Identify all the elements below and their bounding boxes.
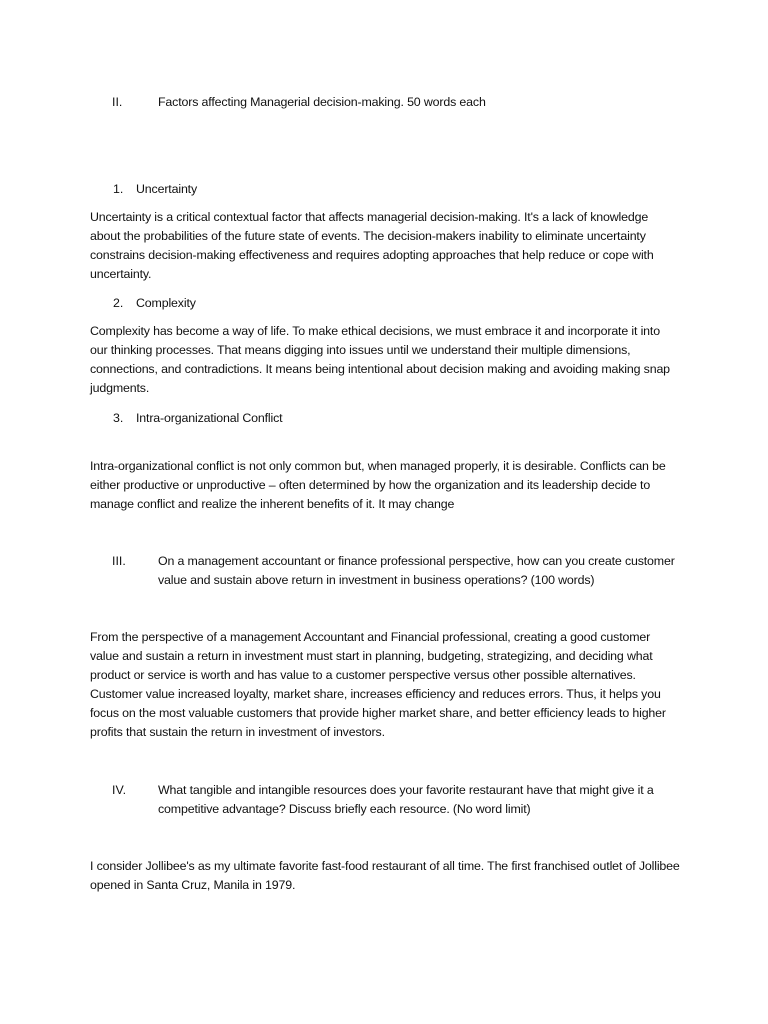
item-3-paragraph: Intra-organizational conflict is not only common but, when managed properly, it is desirable. Conflicts can be either productive or unproductive – often determined by how the organization and its leadership decide to manage conflict and realize the inherent benefits of it. It may change bbox=[90, 459, 666, 511]
section-3-numeral: III. bbox=[112, 554, 126, 568]
item-1-title: Uncertainty bbox=[136, 182, 198, 196]
item-2-number: 2. bbox=[113, 296, 124, 310]
section-4-title: What tangible and intangible resources does your favorite restaurant have that might give it a competitive advantage? Discuss briefly each resource. (No word limit) bbox=[158, 783, 654, 816]
item-1-paragraph: Uncertainty is a critical contextual factor that affects managerial decision-making. It's a lack of knowledge about the probabilities of the future state of events. The decision-makers inability to eliminate uncertainty constrains decision-making effectiveness and requires adopting approaches that help reduce or cope with uncertainty. bbox=[90, 210, 654, 281]
section-2-title: Factors affecting Managerial decision-making. 50 words each bbox=[158, 95, 486, 109]
item-3-number: 3. bbox=[113, 411, 124, 425]
item-3-title: Intra-organizational Conflict bbox=[136, 411, 283, 425]
section-4-paragraph: I consider Jollibee's as my ultimate favorite fast-food restaurant of all time. The first franchised outlet of Jollibee opened in Santa Cruz, Manila in 1979. bbox=[90, 859, 680, 892]
section-3-paragraph: From the perspective of a management Accountant and Financial professional, creating a good customer value and sustain a return in investment must start in planning, budgeting, strategizing, and deciding what product or service is worth and has value to a customer perspective versus other possible alternatives. Customer value increased loyalty, market share, increases efficiency and reduces errors. Thus, it helps you focus on the most valuable customers that provide higher market share, and better efficiency leads to higher profits that sustain the return in investment of investors. bbox=[90, 630, 666, 739]
item-1-number: 1. bbox=[113, 182, 124, 196]
section-2-numeral: II. bbox=[112, 95, 123, 109]
section-3-title: On a management accountant or finance professional perspective, how can you create customer value and sustain above return in investment in business operations? (100 words) bbox=[158, 554, 675, 587]
section-4-numeral: IV. bbox=[112, 783, 127, 797]
item-2-title: Complexity bbox=[136, 296, 196, 310]
item-2-paragraph: Complexity has become a way of life. To make ethical decisions, we must embrace it and incorporate it into our thinking processes. That means digging into issues until we understand their multiple dimensions, connections, and contradictions. It means being intentional about decision making and avoiding making snap judgments. bbox=[90, 324, 670, 395]
